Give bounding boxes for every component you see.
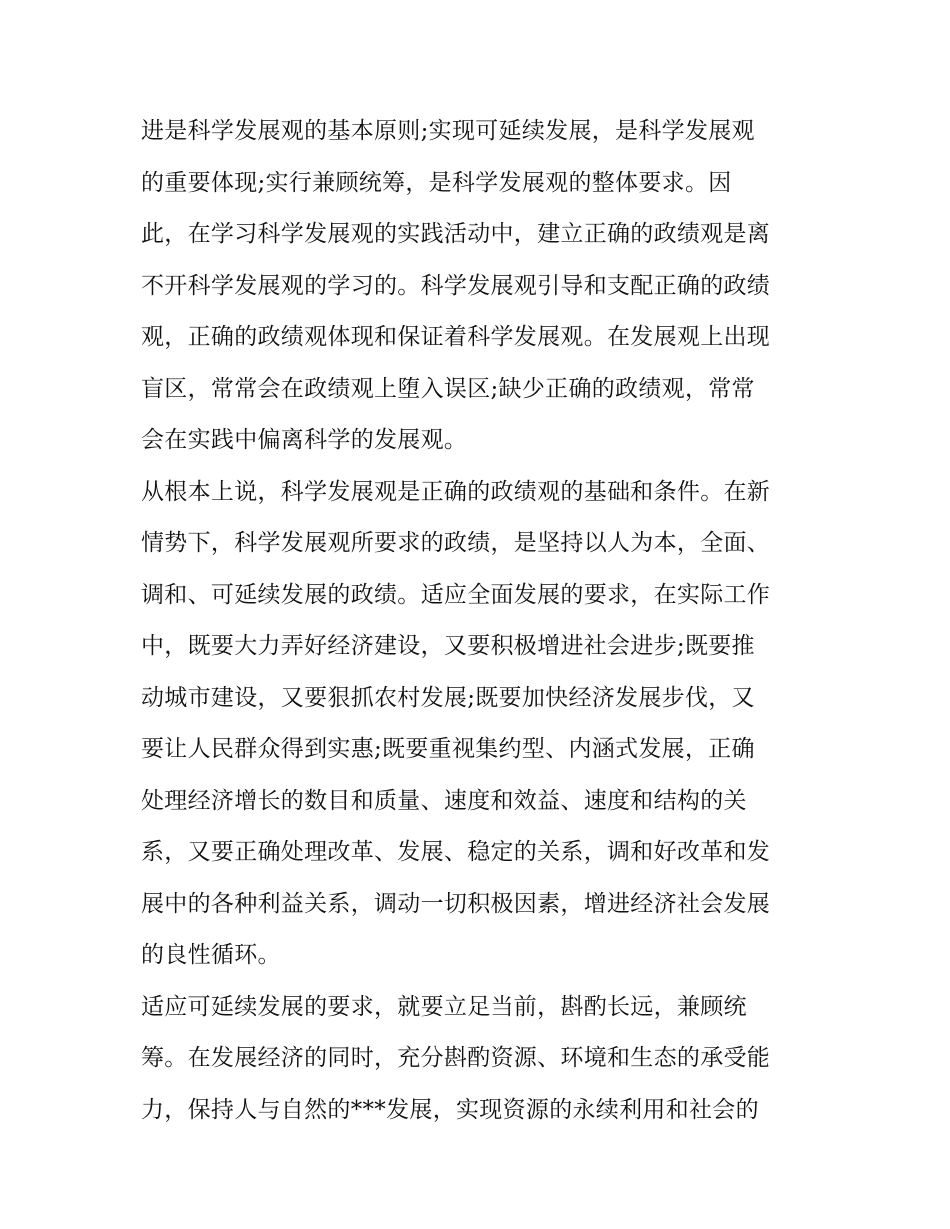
text-line: 盲区，常常会在政绩观上堕入误区;缺少正确的政绩观，常常 xyxy=(141,375,755,402)
text-line: 观，正确的政绩观体现和保证着科学发展观。在发展观上出现 xyxy=(141,324,771,350)
text-line: 从根本上说，科学发展观是正确的政绩观的基础和条件。在新 xyxy=(141,478,771,505)
text-line: 会在实践中偏离科学的发展观。 xyxy=(141,427,468,453)
text-line: 的重要体现;实行兼顾统筹，是科学发展观的整体要求。因 xyxy=(141,169,732,196)
text-line: 不开科学发展观的学习的。科学发展观引导和支配正确的政绩 xyxy=(141,272,771,299)
text-line: 的良性循环。 xyxy=(141,942,281,968)
text-line: 力，保持人与自然的***发展，实现资源的永续利用和社会的 xyxy=(141,1096,759,1123)
body-text xyxy=(141,106,821,1136)
text-line: 情势下，科学发展观所要求的政绩，是坚持以人为本，全面、 xyxy=(141,530,771,556)
text-line: 适应可延续发展的要求，就要立足当前，斟酌长远，兼顾统 xyxy=(141,993,747,1020)
text-line: 此，在学习科学发展观的实践活动中，建立正确的政绩观是离 xyxy=(141,221,771,247)
text-line: 动城市建设，又要狠抓农村发展;既要加快经济发展步伐，又 xyxy=(141,684,755,711)
text-line: 中，既要大力弄好经济建设，又要积极增进社会进步;既要推 xyxy=(141,633,755,659)
text-line: 系，又要正确处理改革、发展、稳定的关系，调和好改革和发 xyxy=(141,839,771,865)
text-line: 调和、可延续发展的政绩。适应全面发展的要求，在实际工作 xyxy=(141,581,771,608)
text-line: 要让人民群众得到实惠;既要重视集约型、内涵式发展，正确 xyxy=(141,736,755,762)
text-line: 筹。在发展经济的同时，充分斟酌资源、环境和生态的承受能 xyxy=(141,1045,771,1071)
text-line: 进是科学发展观的基本原则;实现可延续发展，是科学发展观 xyxy=(141,118,755,144)
text-line: 处理经济增长的数目和质量、速度和效益、速度和结构的关 xyxy=(141,787,747,814)
text-line: 展中的各种利益关系，调动一切积极因素，增进经济社会发展 xyxy=(141,890,771,917)
